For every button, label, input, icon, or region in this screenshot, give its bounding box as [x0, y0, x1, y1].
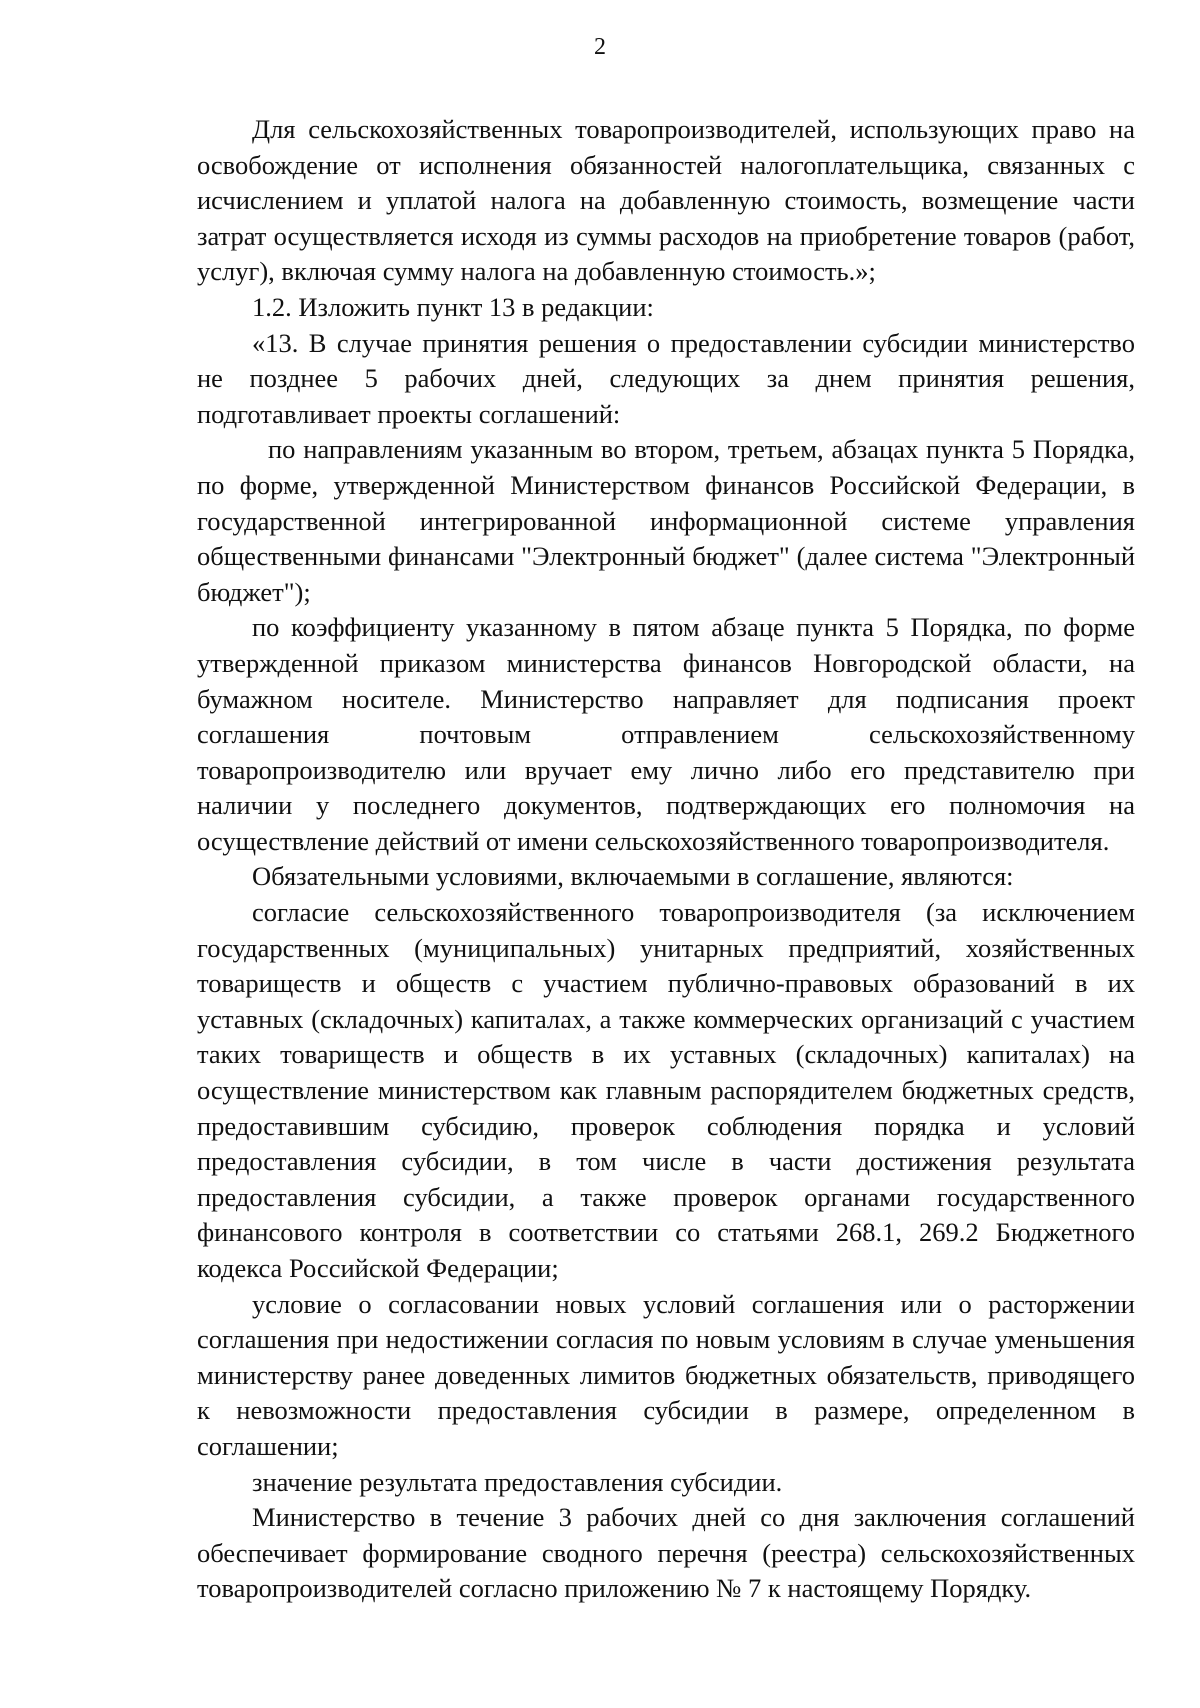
page-number: 2	[594, 34, 606, 60]
paragraph-item-1-2: 1.2. Изложить пункт 13 в редакции:	[252, 291, 654, 322]
paragraph-consent-to-audit: согласие сельскохозяйственного товаропроизводителя (за исключением государственных (муниципальных) унитарных предприятий, хозяйственных товариществ и обществ с участием публично-правовых образований в их уставных (складочных) капиталах, а также коммерческих организаций с участием таких товариществ и обществ в их уставных (складочных) капиталах) на осуществление министерством как главным распорядителем бюджетных средств, предоставившим субсидию, проверок соблюдения порядка и условий предоставления субсидии, в том числе в части достижения результата предоставления субсидии, а также проверок органами государственного финансового контроля в соответствии со статьями 268.1, 269.2 Бюджетного кодекса Российской Федерации;	[197, 897, 1135, 1283]
paragraph-renegotiation-condition: условие о согласовании новых условий соглашения или о расторжении соглашения при недостижении согласия по новым условиям в случае уменьшения министерству ранее доведенных лимитов бюджетных обязательств, приводящего к невозможности предоставления субсидии в размере, определенном в соглашении;	[197, 1288, 1135, 1461]
paragraph-result-value: значение результата предоставления субсидии.	[252, 1466, 783, 1497]
paragraph-registry: Министерство в течение 3 рабочих дней со дня заключения соглашений обеспечивает формирование сводного перечня (реестра) сельскохозяйственных товаропроизводителей согласно приложению № 7 к настоящему Порядку.	[197, 1502, 1135, 1604]
paragraph-vat-exemption: Для сельскохозяйственных товаропроизводителей, использующих право на освобождение от исполнения обязанностей налогоплательщика, связанных с исчислением и уплатой налога на добавленную стоимость, возмещение части затрат осуществляется исходя из суммы расходов на приобретение товаров (работ, услуг), включая сумму налога на добавленную стоимость.»;	[197, 114, 1135, 287]
paragraph-item-13: «13. В случае принятия решения о предоставлении субсидии министерство не позднее 5 рабочих дней, следующих за днем принятия решения, подготавливает проекты соглашений:	[197, 327, 1135, 429]
paragraph-paper-agreement: по коэффициенту указанному в пятом абзаце пункта 5 Порядка, по форме утвержденной приказом министерства финансов Новгородской области, на бумажном носителе. Министерство направляет для подписания проект соглашения почтовым отправлением сельскохозяйственному товаропроизводителю или вручает ему лично либо его представителю при наличии у последнего документов, подтверждающих его полномочия на осуществление действий от имени сельскохозяйственного товаропроизводителя.	[197, 612, 1135, 856]
document-body	[197, 112, 1135, 1607]
paragraph-mandatory-conditions: Обязательными условиями, включаемыми в соглашение, являются:	[252, 861, 1014, 892]
paragraph-electronic-budget: по направлениям указанным во втором, третьем, абзацах пункта 5 Порядка, по форме, утвержденной Министерством финансов Российской Федерации, в государственной интегрированной информационной системе управления общественными финансами "Электронный бюджет" (далее система "Электронный бюджет");	[197, 434, 1135, 607]
